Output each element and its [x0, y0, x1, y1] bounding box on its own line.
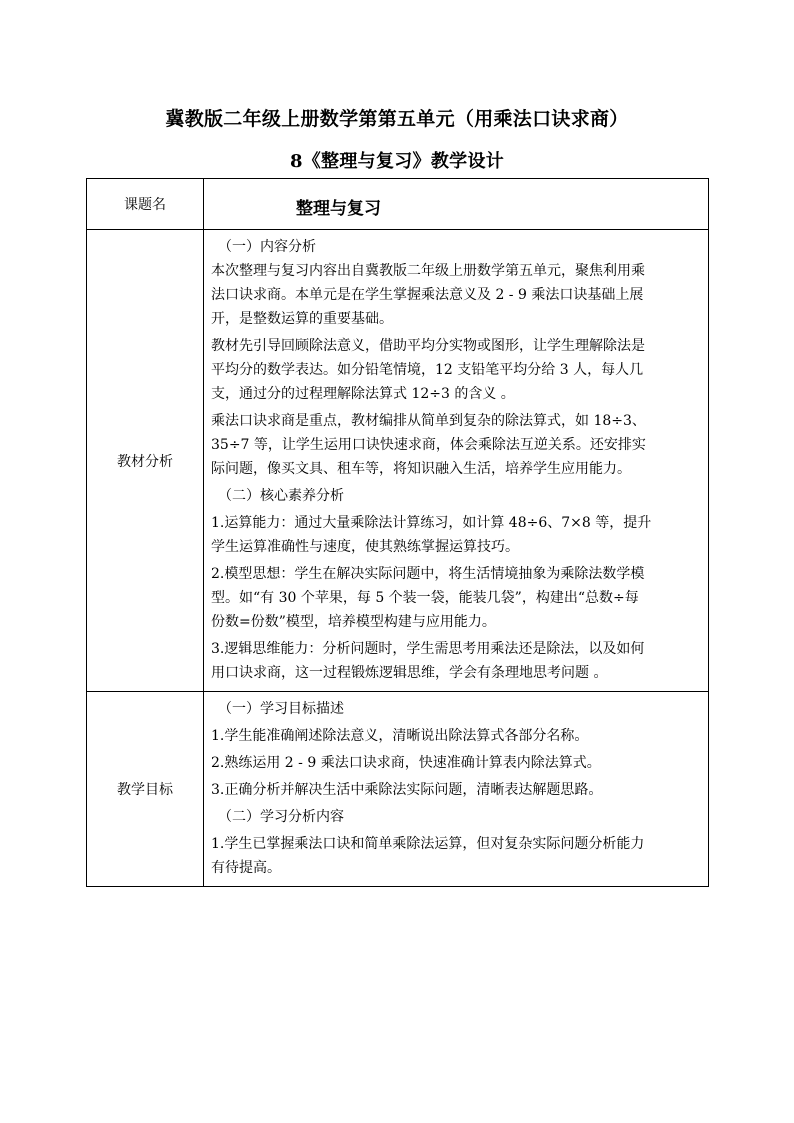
content-line: 1.学生已掌握乘法口诀和简单乘除法运算，但对复杂实际问题分析能力 — [211, 836, 645, 852]
section-content-teaching-objectives — [204, 692, 709, 887]
content-line: 用口诀求商，这一过程锻炼逻辑思维，学会有条理地思考问题 。 — [211, 665, 608, 681]
section-label-textbook-analysis: 教材分析 — [87, 230, 204, 692]
content-line: 35÷7 等，让学生运用口诀快速求商，体会乘除法互逆关系。还安排实 — [211, 437, 646, 453]
content-line: 有待提高。 — [211, 860, 281, 876]
document-subtitle: 8《整理与复习》教学设计 — [289, 151, 505, 172]
content-line: 教材先引导回顾除法意义，借助平均分实物或图形，让学生理解除法是 — [211, 338, 645, 354]
content-line: 平均分的数学表达。如分铅笔情境，12 支铅笔平均分给 3 人，每人几 — [211, 362, 644, 378]
content-line: 份数=份数”模型，培养模型构建与应用能力。 — [211, 614, 496, 630]
content-line: 3.正确分析并解决生活中乘除法实际问题，清晰表达解题思路。 — [211, 782, 603, 798]
content-line: 际问题，像买文具、租车等，将知识融入生活，培养学生应用能力。 — [211, 461, 631, 477]
content-line: （二）核心素养分析 — [218, 488, 344, 504]
content-line: 本次整理与复习内容出自冀教版二年级上册数学第五单元，聚焦利用乘 — [211, 263, 645, 279]
content-line: 3.逻辑思维能力：分析问题时，学生需思考用乘法还是除法，以及如何 — [211, 641, 645, 657]
section-label-teaching-objectives: 教学目标 — [87, 692, 204, 887]
content-line: 法口诀求商。本单元是在学生掌握乘法意义及 2 - 9 乘法口诀基础上展 — [211, 287, 644, 303]
content-line: 学生运算准确性与速度，使其熟练掌握运算技巧。 — [211, 539, 519, 555]
topic-label-cell: 课题名 — [87, 179, 204, 230]
content-line: 支，通过分的过程理解除法算式 12÷3 的含义 。 — [211, 386, 515, 402]
topic-value-cell: 整理与复习 — [204, 179, 709, 230]
document-title: 冀教版二年级上册数学第第五单元（用乘法口诀求商） — [165, 108, 629, 130]
lesson-plan-table — [86, 178, 709, 887]
content-line: 开，是整数运算的重要基础。 — [211, 311, 393, 327]
content-line: 1.运算能力：通过大量乘除法计算练习，如计算 48÷6、7×8 等，提升 — [211, 515, 652, 531]
table-row-teaching-objectives — [87, 692, 709, 887]
section-content-textbook-analysis — [204, 230, 709, 692]
content-line: 乘法口诀求商是重点，教材编排从简单到复杂的除法算式，如 18÷3、 — [211, 413, 646, 429]
content-line: 2.熟练运用 2 - 9 乘法口诀求商，快速准确计算表内除法算式。 — [211, 755, 601, 771]
table-row-topic — [87, 179, 709, 230]
content-line: （二）学习分析内容 — [218, 809, 344, 825]
content-line: （一）内容分析 — [218, 239, 316, 255]
content-line: 1.学生能准确阐述除法意义，清晰说出除法算式各部分名称。 — [211, 728, 589, 744]
content-line: 型。如“有 30 个苹果，每 5 个装一袋，能装几袋”，构建出“总数÷每 — [211, 590, 639, 606]
content-line: 2.模型思想：学生在解决实际问题中，将生活情境抽象为乘除法数学模 — [211, 566, 645, 582]
table-row-textbook-analysis — [87, 230, 709, 692]
content-line: （一）学习目标描述 — [218, 701, 344, 717]
